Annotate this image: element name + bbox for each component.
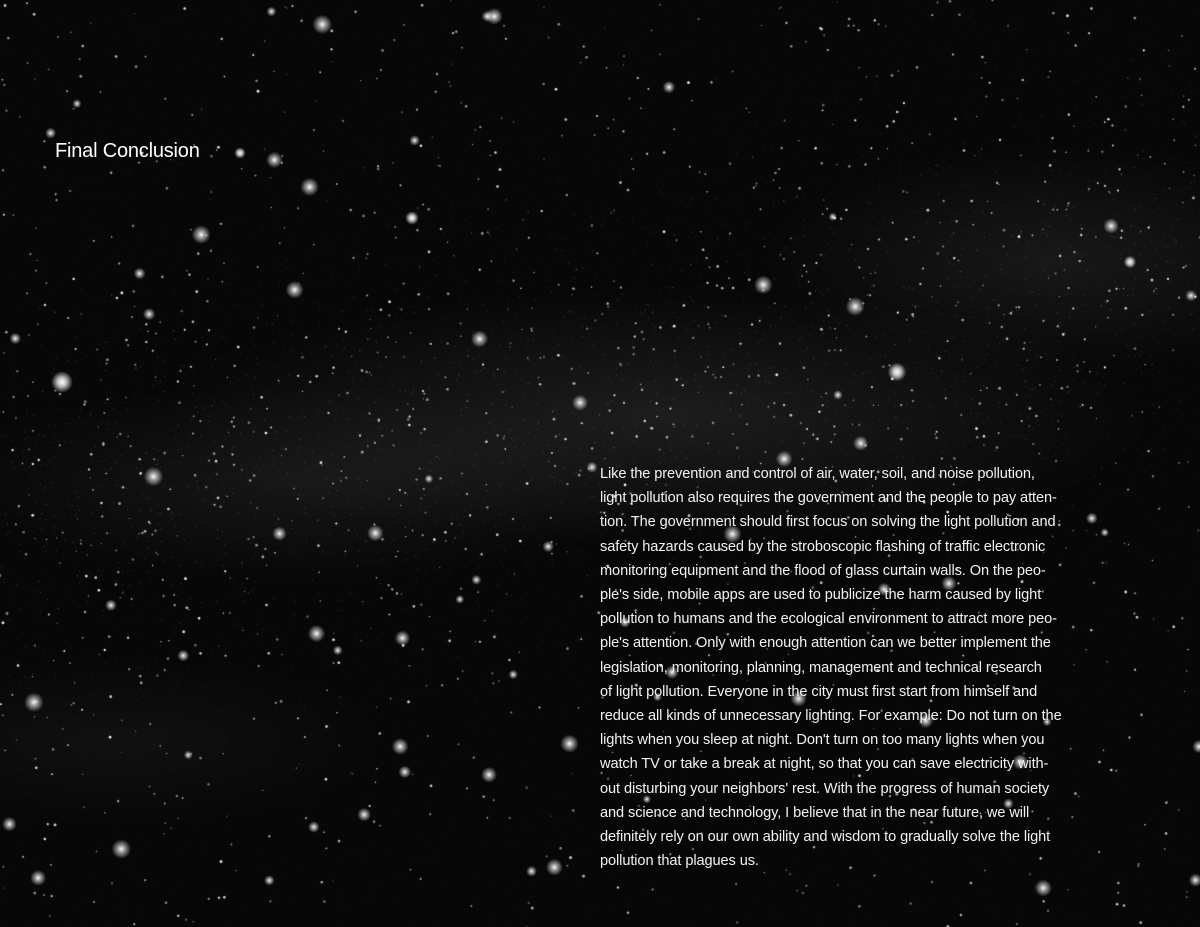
paragraph-line: ple's side, mobile apps are used to publicize the harm caused by light <box>600 587 1042 604</box>
paragraph-line: watch TV or take a break at night, so that you can save electricity with- <box>600 756 1049 773</box>
paragraph-line: tion. The government should first focus on solving the light pollution and <box>600 514 1056 531</box>
paragraph-line: pollution that plagues us. <box>600 853 759 870</box>
paragraph-line: safety hazards caused by the stroboscopic flashing of traffic electronic <box>600 538 1046 555</box>
paragraph-line: and science and technology, I believe that in the near future, we will <box>600 804 1030 821</box>
paragraph-line: ple's attention. Only with enough attention can we better implement the <box>600 635 1051 652</box>
paragraph-line: out disturbing your neighbors' rest. With the progress of human society <box>600 780 1050 797</box>
paragraph-line: definitely rely on our own ability and wisdom to gradually solve the light <box>600 829 1051 846</box>
paragraph-line: pollution to humans and the ecological environment to attract more peo- <box>600 611 1057 628</box>
paragraph-line: light pollution also requires the government and the people to pay atten- <box>600 490 1057 507</box>
paragraph-line: lights when you sleep at night. Don't turn on too many lights when you <box>600 732 1045 749</box>
paragraph-line: Like the prevention and control of air, water, soil, and noise pollution, <box>600 466 1035 482</box>
page-title: Final Conclusion <box>55 140 200 162</box>
conclusion-paragraph <box>600 462 1152 873</box>
paragraph-line: monitoring equipment and the flood of glass curtain walls. On the peo- <box>600 562 1046 579</box>
paragraph-line: of light pollution. Everyone in the city must first start from himself and <box>600 683 1038 700</box>
paragraph-line: legislation, monitoring, planning, management and technical research <box>600 659 1042 676</box>
paragraph-line: reduce all kinds of unnecessary lighting. For example: Do not turn on the <box>600 708 1062 725</box>
